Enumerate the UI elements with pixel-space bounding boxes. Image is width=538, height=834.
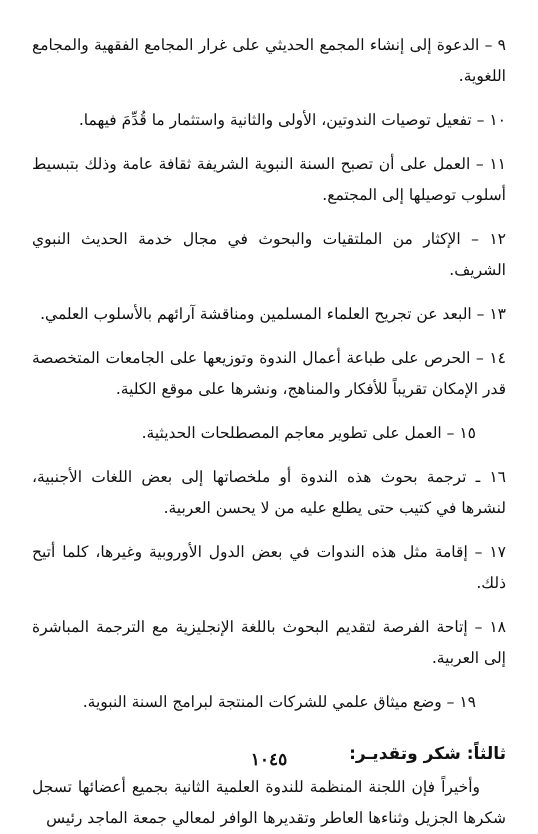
acknowledgement-paragraph: وأخيراً فإن اللجنة المنظمة للندوة العلمية الثانية بجميع أعضائها تسجل شكرها الجزيل وثناءها العاطر وتقديرها الوافر لمعالي جمعة الماجد رئيس (32, 778, 506, 827)
item-text: ترجمة بحوث هذه الندوة أو ملخصاتها إلى بعض اللغات الأجنبية، لنشرها في كتيب حتى يطلع عليه من لا يحسن العربية. (32, 468, 506, 517)
list-item-15: ١٥ – العمل على تطوير معاجم المصطلحات الحديثية. (141, 424, 476, 442)
item-number: ٩ (497, 36, 506, 54)
item-text: العمل على تطوير معاجم المصطلحات الحديثية. (141, 424, 442, 442)
list-item-13: ١٣ – البعد عن تجريح العلماء المسلمين ومناقشة آرائهم بالأسلوب العلمي. (40, 305, 506, 323)
item-number: ١٣ (489, 305, 506, 323)
section-heading: ثالثاً: شكر وتقديـر: (349, 744, 506, 764)
item-number: ١٥ (459, 424, 476, 442)
item-text: تفعيل توصيات الندوتين، الأولى والثانية واستثمار ما قُدِّمَ فيهما. (78, 111, 472, 129)
item-text: البعد عن تجريح العلماء المسلمين ومناقشة آرائهم بالأسلوب العلمي. (40, 305, 472, 323)
list-item-19: ١٩ – وضع ميثاق علمي للشركات المنتجة لبرامج السنة النبوية. (82, 693, 476, 711)
item-text: العمل على أن تصبح السنة النبوية الشريفة ثقافة عامة وذلك بتبسيط أسلوب توصيلها إلى المجتمع. (32, 155, 506, 204)
list-item-14: ١٤ – الحرص على طباعة أعمال الندوة وتوزيعها على الجامعات المتخصصة قدر الإمكان تقريباً للأفكار والمناهج، ونشرها على موقع الكلية. (32, 349, 506, 398)
list-item-9: ٩ – الدعوة إلى إنشاء المجمع الحديثي على غرار المجامع الفقهية والمجامع اللغوية. (32, 36, 506, 85)
page-number: ١٠٤٥ (250, 750, 288, 770)
item-number: ١٦ (489, 468, 506, 486)
list-item-16: ١٦ ـ ترجمة بحوث هذه الندوة أو ملخصاتها إلى بعض اللغات الأجنبية، لنشرها في كتيب حتى يطلع عليه من لا يحسن العربية. (32, 468, 506, 517)
list-item-10: ١٠ – تفعيل توصيات الندوتين، الأولى والثانية واستثمار ما قُدِّمَ فيهما. (78, 111, 506, 129)
item-number: ١٢ (489, 230, 506, 248)
item-number: ١٠ (489, 111, 506, 129)
list-item-17: ١٧ – إقامة مثل هذه الندوات في بعض الدول الأوروبية وغيرها، كلما أتيح ذلك. (32, 543, 506, 592)
item-number: ١٩ (459, 693, 476, 711)
list-item-12: ١٢ – الإكثار من الملتقيات والبحوث في مجال خدمة الحديث النبوي الشريف. (32, 230, 506, 279)
document-page (32, 30, 506, 834)
item-text: إقامة مثل هذه الندوات في بعض الدول الأوروبية وغيرها، كلما أتيح ذلك. (32, 543, 506, 592)
item-number: ١٤ (489, 349, 506, 367)
item-text: الحرص على طباعة أعمال الندوة وتوزيعها على الجامعات المتخصصة قدر الإمكان تقريباً للأفكار والمناهج، ونشرها على موقع الكلية. (32, 349, 506, 398)
list-item-18: ١٨ – إتاحة الفرصة لتقديم البحوث باللغة الإنجليزية مع الترجمة المباشرة إلى العربية. (32, 618, 506, 667)
item-text: وضع ميثاق علمي للشركات المنتجة لبرامج السنة النبوية. (82, 693, 442, 711)
list-item-11: ١١ – العمل على أن تصبح السنة النبوية الشريفة ثقافة عامة وذلك بتبسيط أسلوب توصيلها إلى المجتمع. (32, 155, 507, 204)
item-number: ١١ (489, 155, 507, 173)
item-number: ١٧ (489, 543, 506, 561)
item-text: الدعوة إلى إنشاء المجمع الحديثي على غرار المجامع الفقهية والمجامع اللغوية. (32, 36, 506, 85)
item-number: ١٨ (489, 618, 506, 636)
item-text: الإكثار من الملتقيات والبحوث في مجال خدمة الحديث النبوي الشريف. (32, 230, 506, 279)
item-text: إتاحة الفرصة لتقديم البحوث باللغة الإنجليزية مع الترجمة المباشرة إلى العربية. (32, 618, 506, 667)
